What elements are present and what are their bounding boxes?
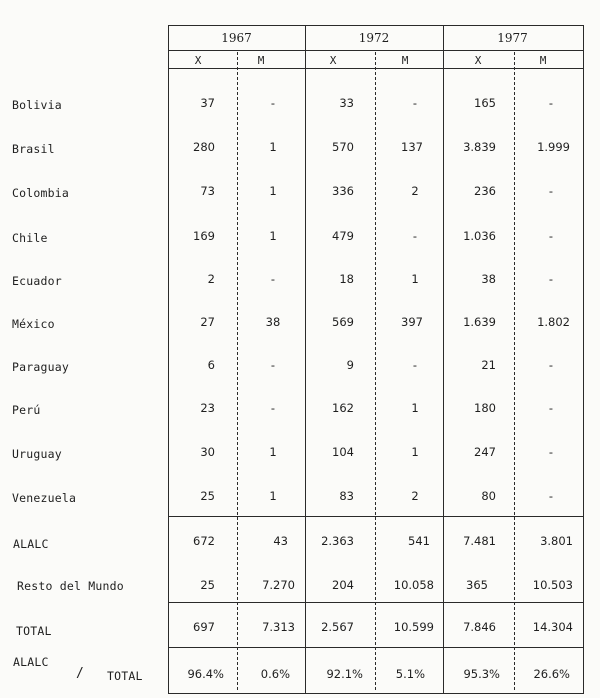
cell-value: 6	[207, 358, 215, 372]
cell-value: 18	[339, 272, 354, 286]
cell-value: 37	[200, 96, 215, 110]
cell-value: 1.639	[463, 315, 496, 329]
cell-value: -	[548, 401, 554, 415]
cell-value: 2.567	[321, 620, 354, 634]
cell-value: 3.839	[463, 140, 496, 154]
row-label: Paraguay	[12, 360, 69, 374]
cell-value: 2	[411, 184, 419, 198]
cell-value: 162	[332, 401, 354, 415]
year-header-1967: 1967	[221, 31, 252, 45]
row-label: Perú	[12, 403, 41, 417]
cell-value: 1.036	[463, 229, 496, 243]
subheader-m-1967: M	[257, 54, 265, 67]
subheader-x-1972: X	[329, 54, 337, 67]
xm-divider-1967	[237, 52, 238, 690]
cell-value: 25	[200, 578, 215, 592]
cell-value: -	[548, 229, 554, 243]
cell-value: 26.6%	[533, 667, 570, 681]
subheader-m-1972: M	[401, 54, 409, 67]
cell-value: 1	[411, 401, 419, 415]
cell-value: -	[270, 358, 276, 372]
ratio-label-top: ALALC	[13, 655, 49, 669]
row-label: Brasil	[12, 142, 55, 156]
cell-value: 14.304	[532, 620, 573, 634]
subheader-x-1977: X	[474, 54, 482, 67]
cell-value: 83	[339, 489, 354, 503]
row-label: Bolivia	[12, 98, 62, 112]
year-header-rule	[168, 50, 584, 51]
cell-value: 33	[339, 96, 354, 110]
cell-value: 165	[474, 96, 496, 110]
cell-value: -	[548, 184, 554, 198]
cell-value: 43	[273, 534, 288, 548]
cell-value: 25	[200, 489, 215, 503]
cell-value: 3.801	[540, 534, 573, 548]
cell-value: 1	[269, 140, 277, 154]
cell-value: 1	[269, 445, 277, 459]
cell-value: 1	[411, 272, 419, 286]
cell-value: 1.999	[537, 140, 570, 154]
year-divider-1	[305, 25, 306, 694]
cell-value: -	[270, 96, 276, 110]
summary-label-rest-of-world: Resto del Mundo	[17, 579, 124, 593]
cell-value: 38	[481, 272, 496, 286]
cell-value: 137	[401, 140, 423, 154]
cell-value: 80	[481, 489, 496, 503]
row-label: Ecuador	[12, 274, 62, 288]
cell-value: 92.1%	[326, 667, 363, 681]
xm-divider-1977	[514, 52, 515, 690]
ratio-top-rule	[168, 647, 584, 648]
cell-value: -	[412, 358, 418, 372]
ratio-label-bottom: TOTAL	[107, 669, 143, 683]
cell-value: 1	[411, 445, 419, 459]
cell-value: 7.313	[262, 620, 295, 634]
row-label: Chile	[12, 231, 48, 245]
cell-value: -	[548, 489, 554, 503]
summary-label-total: TOTAL	[16, 624, 52, 638]
cell-value: 73	[200, 184, 215, 198]
cell-value: -	[270, 401, 276, 415]
cell-value: 2	[411, 489, 419, 503]
cell-value: 2	[207, 272, 215, 286]
cell-value: 365	[466, 578, 488, 592]
cell-value: 479	[332, 229, 354, 243]
cell-value: 7.846	[463, 620, 496, 634]
cell-value: -	[548, 445, 554, 459]
cell-value: 2.363	[321, 534, 354, 548]
row-label: México	[12, 317, 55, 331]
cell-value: 169	[193, 229, 215, 243]
cell-value: 96.4%	[187, 667, 224, 681]
cell-value: 5.1%	[395, 667, 425, 681]
cell-value: 180	[474, 401, 496, 415]
cell-value: 336	[332, 184, 354, 198]
cell-value: 10.599	[393, 620, 434, 634]
cell-value: 397	[401, 315, 423, 329]
cell-value: 569	[332, 315, 354, 329]
year-header-1972: 1972	[358, 31, 390, 45]
subheader-x-1967: X	[194, 54, 202, 67]
cell-value: 10.503	[532, 578, 573, 592]
cell-value: 672	[193, 534, 215, 548]
cell-value: 104	[332, 445, 354, 459]
cell-value: 38	[265, 315, 281, 329]
cell-value: -	[412, 229, 418, 243]
cell-value: 204	[332, 578, 354, 592]
subheader-rule	[168, 68, 584, 69]
cell-value: 21	[481, 358, 496, 372]
cell-value: 27	[200, 315, 215, 329]
cell-value: 570	[332, 140, 354, 154]
cell-value: 541	[408, 534, 430, 548]
cell-value: 247	[474, 445, 496, 459]
cell-value: -	[548, 96, 554, 110]
cell-value: 1	[269, 229, 277, 243]
cell-value: -	[548, 358, 554, 372]
summary-label-alalc: ALALC	[13, 537, 49, 551]
cell-value: 7.270	[262, 578, 295, 592]
cell-value: 30	[200, 445, 215, 459]
cell-value: 95.3%	[463, 667, 500, 681]
total-top-rule	[168, 602, 584, 603]
cell-value: 697	[193, 620, 215, 634]
xm-divider-1972	[375, 52, 376, 690]
row-label: Uruguay	[12, 447, 62, 461]
year-divider-2	[443, 25, 444, 694]
ratio-label-slash: /	[76, 666, 85, 681]
cell-value: 10.058	[393, 578, 434, 592]
cell-value: -	[548, 272, 554, 286]
table-frame	[168, 25, 584, 694]
cell-value: 280	[193, 140, 215, 154]
cell-value: -	[412, 96, 418, 110]
cell-value: 23	[200, 401, 215, 415]
cell-value: 9	[346, 358, 354, 372]
row-label: Colombia	[12, 186, 69, 200]
cell-value: 1	[269, 184, 277, 198]
year-header-1977: 1977	[497, 31, 528, 45]
cell-value: 1.802	[537, 315, 570, 329]
alalc-rule	[168, 516, 584, 517]
row-label: Venezuela	[12, 491, 77, 505]
cell-value: 7.481	[463, 534, 496, 548]
cell-value: 0.6%	[260, 667, 290, 681]
cell-value: -	[270, 272, 276, 286]
subheader-m-1977: M	[539, 54, 547, 67]
cell-value: 236	[474, 184, 496, 198]
cell-value: 1	[269, 489, 277, 503]
